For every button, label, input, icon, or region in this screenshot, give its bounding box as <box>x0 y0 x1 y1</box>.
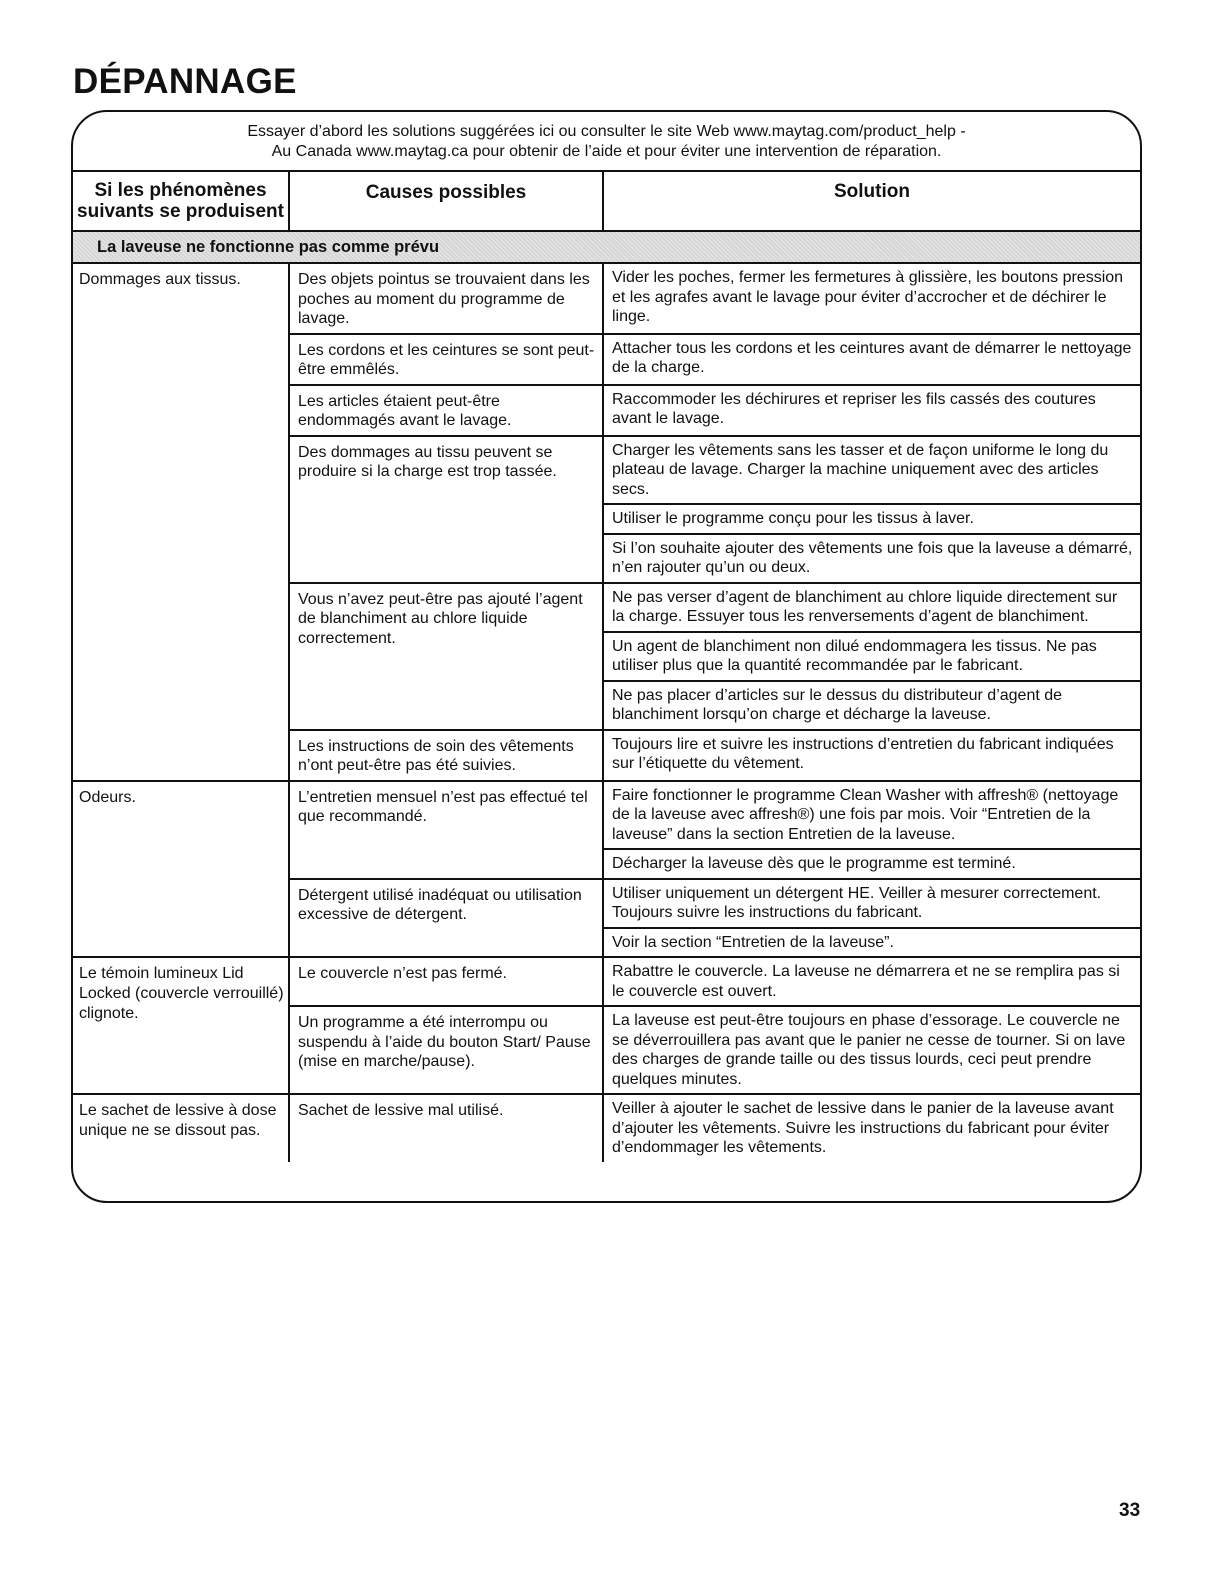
cause-row <box>290 437 1140 584</box>
header-symptoms-line-2: suivants se produisent <box>77 201 284 222</box>
cause-cell: Des objets pointus se trouvaient dans les poches au moment du programme de lavage. <box>290 264 604 333</box>
intro-line-2: Au Canada www.maytag.ca pour obtenir de l’aide et pour éviter une intervention de réparation. <box>271 143 942 160</box>
solution-cell: Raccommoder les déchirures et repriser les fils cassés des coutures avant le lavage. <box>612 390 1096 427</box>
header-causes: Causes possibles <box>290 172 604 230</box>
symptom-cell: Le témoin lumineux Lid Locked (couvercle verrouillé) clignote. <box>73 958 290 1093</box>
cause-row <box>290 1007 1140 1093</box>
section-band: La laveuse ne fonctionne pas comme prévu <box>73 232 1140 264</box>
solution-cell: Utiliser uniquement un détergent HE. Veiller à mesurer correctement. Toujours suivre les instructions du fabricant. <box>604 880 1140 929</box>
cause-row <box>290 335 1140 386</box>
header-solution: Solution <box>834 181 910 202</box>
cause-row <box>290 584 1140 731</box>
header-symptoms-line-1: Si les phénomènes <box>94 180 267 201</box>
solution-cell: Attacher tous les cordons et les ceintures avant de démarrer le nettoyage de la charge. <box>612 339 1132 376</box>
solution-cell: Un agent de blanchiment non dilué endommagera les tissus. Ne pas utiliser plus que la quantité recommandée par le fabricant. <box>604 633 1140 682</box>
solution-cell: Si l’on souhaite ajouter des vêtements une fois que la laveuse a démarré, n’en rajouter qu’un ou deux. <box>612 539 1133 576</box>
symptom-group <box>73 264 1140 782</box>
solution-cell: Veiller à ajouter le sachet de lessive dans le panier de la laveuse avant d’ajouter les vêtements. Suivre les instructions du fabricant pour éviter d’endommager les vêtements. <box>612 1100 1114 1156</box>
cause-cell: Des dommages au tissu peuvent se produire si la charge est trop tassée. <box>290 437 604 582</box>
cause-cell: Les instructions de soin des vêtements n’ont peut-être pas été suivies. <box>290 731 604 780</box>
table-body <box>73 264 1140 1162</box>
intro-line-1: Essayer d’abord les solutions suggérées ici ou consulter le site Web www.maytag.com/product_help - <box>247 123 966 140</box>
cause-cell: L’entretien mensuel n’est pas effectué tel que recommandé. <box>290 782 604 878</box>
cause-cell: Le couvercle n’est pas fermé. <box>290 958 604 1005</box>
intro-text <box>73 112 1140 172</box>
solution-cell: Faire fonctionner le programme Clean Washer with affresh® (nettoyage de la laveuse avec affresh®) une fois par mois. Voir “Entretien de la laveuse” dans la section Entretien de la laveuse. <box>604 782 1140 851</box>
symptom-cell: Odeurs. <box>73 782 290 957</box>
cause-row <box>290 782 1140 880</box>
page-number: 33 <box>1119 1500 1141 1521</box>
cause-cell: Les articles étaient peut-être endommagés avant le lavage. <box>290 386 604 435</box>
solution-cell: Utiliser le programme conçu pour les tissus à laver. <box>604 505 1140 535</box>
cause-row <box>290 880 1140 957</box>
cause-cell: Un programme a été interrompu ou suspendu à l’aide du bouton Start/ Pause (mise en marche/pause). <box>290 1007 604 1093</box>
troubleshooting-frame <box>71 110 1142 1203</box>
solution-cell: Ne pas placer d’articles sur le dessus du distributeur d’agent de blanchiment lorsqu’on charge et décharge la laveuse. <box>612 686 1063 723</box>
cause-row <box>290 731 1140 780</box>
symptom-cell: Le sachet de lessive à dose unique ne se dissout pas. <box>73 1095 290 1162</box>
page-title: DÉPANNAGE <box>73 62 297 101</box>
header-symptoms <box>73 172 290 230</box>
symptom-group <box>73 782 1140 959</box>
solution-cell: Décharger la laveuse dès que le programme est terminé. <box>612 855 1016 872</box>
solution-cell: La laveuse est peut-être toujours en phase d’essorage. Le couvercle ne se déverrouillera pas avant que le panier ne cesse de tourner. Si on lave des charges de grande taille ou des tissus lourds, ceci peut prendre quelques minutes. <box>612 1012 1126 1088</box>
solution-cell: Toujours lire et suivre les instructions d’entretien du fabricant indiquées sur l’étiquette du vêtement. <box>612 735 1114 772</box>
cause-row <box>290 1095 1140 1162</box>
cause-cell: Sachet de lessive mal utilisé. <box>290 1095 604 1162</box>
cause-cell: Détergent utilisé inadéquat ou utilisation excessive de détergent. <box>290 880 604 957</box>
solution-cell: Vider les poches, fermer les fermetures à glissière, les boutons pression et les agrafes avant le lavage pour éviter d’accrocher et de déchirer le linge. <box>612 269 1124 325</box>
solution-cell: Ne pas verser d’agent de blanchiment au chlore liquide directement sur la charge. Essuyer tous les renversements d’agent de blanchiment. <box>604 584 1140 633</box>
cause-row <box>290 386 1140 437</box>
symptom-group <box>73 958 1140 1095</box>
solution-cell: Rabattre le couvercle. La laveuse ne démarrera et ne se remplira pas si le couvercle est ouvert. <box>612 963 1120 1000</box>
table-header <box>73 172 1140 232</box>
solution-cell: Voir la section “Entretien de la laveuse”. <box>612 933 894 951</box>
cause-row <box>290 958 1140 1007</box>
symptom-group <box>73 1095 1140 1162</box>
solution-cell: Charger les vêtements sans les tasser et de façon uniforme le long du plateau de lavage. Charger la machine uniquement avec des articles secs. <box>604 437 1140 506</box>
cause-cell: Les cordons et les ceintures se sont peut-être emmêlés. <box>290 335 604 384</box>
symptom-cell: Dommages aux tissus. <box>73 264 290 780</box>
cause-cell: Vous n’avez peut-être pas ajouté l’agent de blanchiment au chlore liquide correctement. <box>290 584 604 729</box>
cause-row <box>290 264 1140 335</box>
